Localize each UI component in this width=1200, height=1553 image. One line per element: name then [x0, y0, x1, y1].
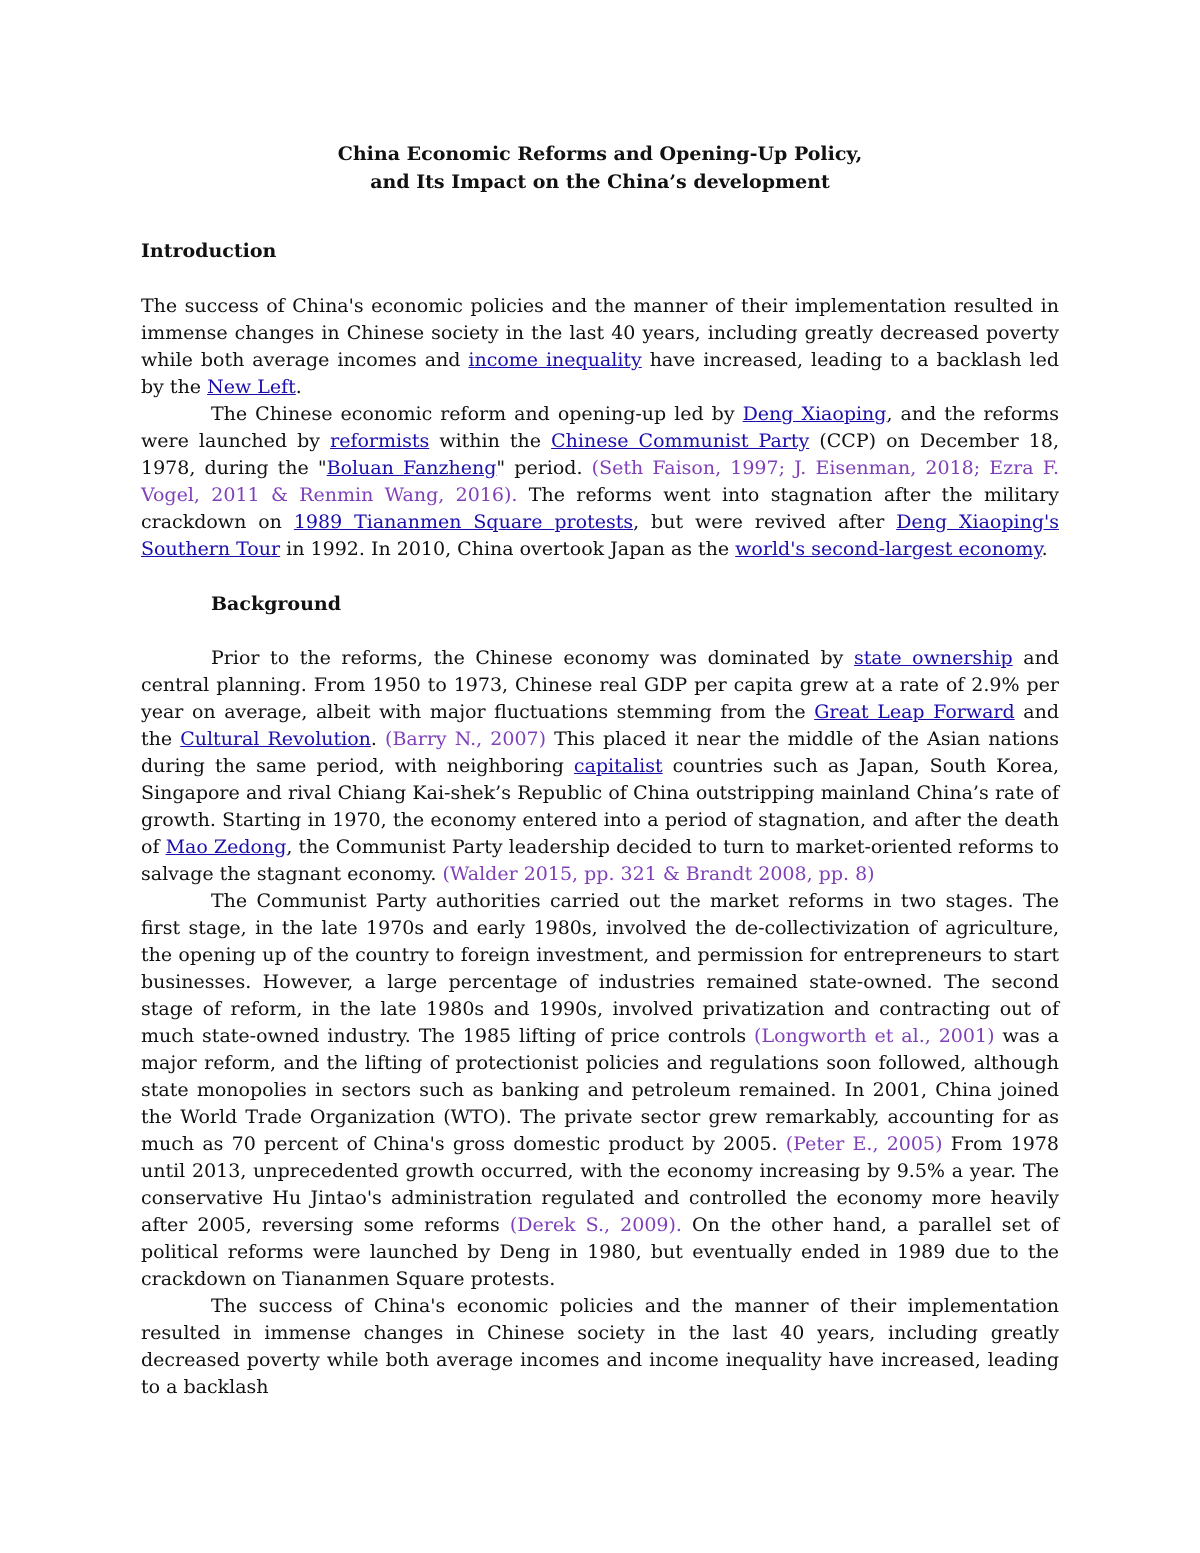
text-run: within the [429, 430, 552, 452]
text-run: " period. [496, 457, 592, 479]
text-run: . [1041, 538, 1048, 560]
text-run: and central planning. From 1950 to 1973, Chinese real GDP per capita grew at a rate of 2.9% per year on average, albeit with major fluctuations stemming from the [141, 647, 1059, 723]
link-mao-zedong[interactable]: Mao Zedong [165, 836, 287, 858]
background-heading: Background [211, 593, 341, 615]
text-run: From 1978 until 2013, unprecedented growth occurred, with the economy increasing by 9.5% a year. The conservative Hu Jintao's administration regulated and controlled the economy more heavily after 2005, reversing some reforms [141, 1133, 1060, 1236]
link-cultural-revolution[interactable]: Cultural Revolution [180, 728, 371, 750]
citation: (Barry N., 2007) [385, 728, 547, 750]
link-new-left[interactable]: New Left [207, 376, 296, 398]
document-page [141, 140, 1059, 1401]
link-capitalist[interactable]: capitalist [573, 755, 663, 777]
text-run: , but were revived after [633, 511, 897, 533]
link-deng-xiaoping[interactable]: Deng Xiaoping [742, 403, 887, 425]
text-run: The success of China's economic policies and the manner of their implementation resulted in immense changes in Chinese society in the last 40 years, including greatly decreased poverty while both average incomes and income inequality have increased, leading to a backlash [141, 1295, 1059, 1398]
link-southern-tour[interactable]: Deng Xiaoping's Southern Tour [141, 511, 1059, 560]
text-run: The Communist Party authorities carried out the market reforms in two stages. The first stage, in the late 1970s and early 1980s, involved the de-collectivization of agriculture, the opening up of the country to foreign investment, and permission for entrepreneurs to start businesses. However, a large percentage of industries remained state-owned. The second stage of reform, in the late 1980s and 1990s, involved privatization and contracting out of much state-owned industry. The 1985 lifting of price controls [141, 890, 1059, 1047]
citation: (Peter E., 2005) [785, 1133, 943, 1155]
text-run: have increased, leading to a backlash led by the [141, 349, 1059, 398]
text-run: The Chinese economic reform and opening-up led by [211, 403, 743, 425]
background-paragraph-2 [141, 888, 1059, 1293]
text-run: , the Communist Party leadership decided to turn to market-oriented reforms to salvage the stagnant economy. [141, 836, 1059, 885]
text-run: and the [141, 701, 1059, 750]
citation: (Derek S., 2009). [509, 1214, 682, 1236]
text-run: was a major reform, and the lifting of protectionist policies and regulations soon followed, although state monopolies in sectors such as banking and petroleum remained. In 2001, China joined the World Trade Organization (WTO). The private sector grew remarkably, accounting for as much as 70 percent of China's gross domestic product by 2005. [141, 1025, 1060, 1155]
link-reformists[interactable]: reformists [330, 430, 430, 452]
link-state-ownership[interactable]: state ownership [853, 647, 1013, 669]
link-tiananmen-protests[interactable]: 1989 Tiananmen Square protests [293, 511, 634, 533]
text-run: , and the reforms were launched by [141, 403, 1059, 452]
introduction-heading: Introduction [141, 240, 277, 262]
text-run: Prior to the reforms, the Chinese economy was dominated by [211, 647, 854, 669]
text-run: On the other hand, a parallel set of political reforms were launched by Deng in 1980, but eventually ended in 1989 due to the crackdown on Tiananmen Square protests. [141, 1214, 1059, 1290]
text-run: The success of China's economic policies and the manner of their implementation resulted in immense changes in Chinese society in the last 40 years, including greatly decreased poverty while both average incomes and [141, 295, 1059, 371]
citation: (Walder 2015, pp. 321 & Brandt 2008, pp. 8) [442, 863, 875, 885]
text-run: (CCP) on December 18, 1978, during the " [141, 430, 1060, 479]
background-paragraph-3 [141, 1293, 1059, 1401]
link-great-leap-forward[interactable]: Great Leap Forward [814, 701, 1015, 723]
link-boluan-fanzheng[interactable]: Boluan Fanzheng [326, 457, 497, 479]
text-run: This placed it near the middle of the Asian nations during the same period, with neighboring [141, 728, 1060, 777]
link-income-inequality[interactable]: income inequality [468, 349, 642, 371]
background-paragraph-1 [141, 645, 1059, 888]
citation: (Seth Faison, 1997; J. Eisenman, 2018; Ezra F. Vogel, 2011 & Renmin Wang, 2016). [141, 457, 1059, 506]
text-run: . [370, 728, 386, 750]
text-run: in 1992. In 2010, China overtook Japan as the [280, 538, 736, 560]
text-run: . [295, 376, 302, 398]
document-title [141, 140, 1059, 196]
title-line-1: China Economic Reforms and Opening-Up Policy, [337, 143, 863, 165]
text-run: The reforms went into stagnation after the military crackdown on [141, 484, 1059, 533]
introduction-paragraph-2 [141, 401, 1059, 563]
introduction-paragraph-1 [141, 293, 1059, 401]
citation: (Longworth et al., 2001) [754, 1025, 995, 1047]
text-run: countries such as Japan, South Korea, Singapore and rival Chiang Kai-shek’s Republic of China outstripping mainland China’s rate of growth. Starting in 1970, the economy entered into a period of stagnation, and after the death of [141, 755, 1059, 858]
link-chinese-communist-party[interactable]: Chinese Communist Party [551, 430, 810, 452]
title-line-2: and Its Impact on the China’s development [370, 171, 830, 193]
link-second-largest-economy[interactable]: world's second-largest economy [735, 538, 1042, 560]
